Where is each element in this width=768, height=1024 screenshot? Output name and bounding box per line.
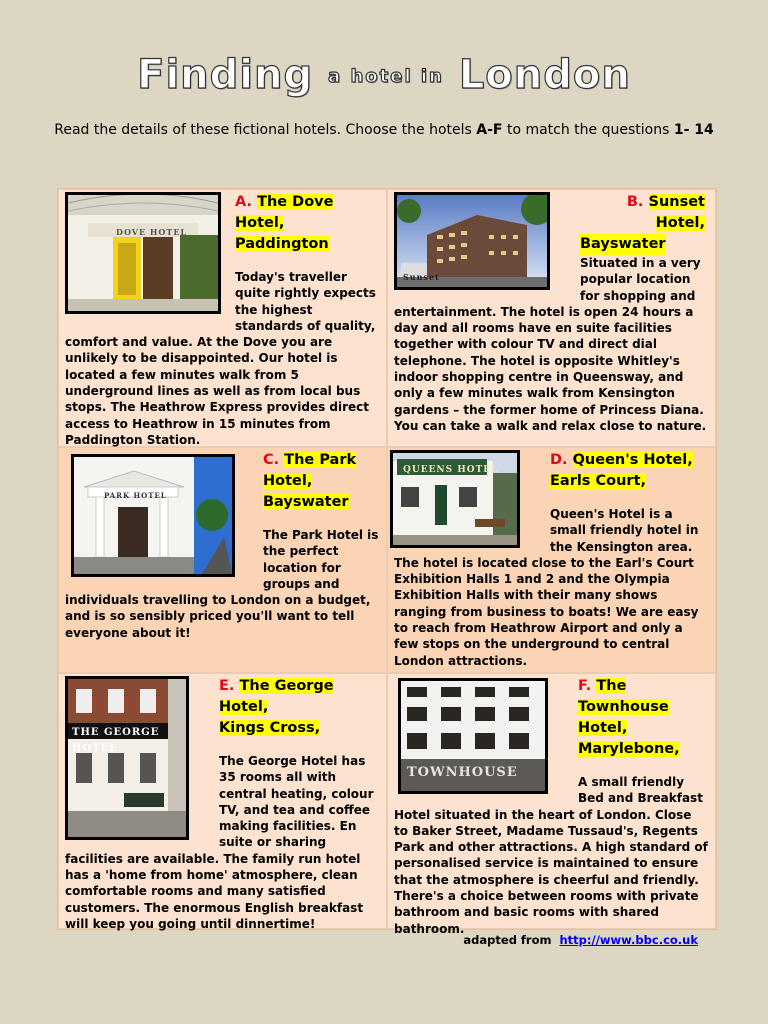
hotel-name: Kings Cross,: [219, 720, 321, 736]
hotel-description: The George Hotel has 35 rooms all with central heating, colour TV, and tea and coffee making facilities. En suite or sharing facilities are available. The family run hotel has a 'home from home' atmosphere, clean comfortable rooms and many satisfied customers. The enormous English breakfast will keep you going until dinnertime!: [65, 754, 374, 931]
hotel-row: [58, 447, 716, 673]
page-title: [0, 52, 768, 98]
hotel-row: [58, 189, 716, 447]
intro-text-mid: to match the questions: [502, 122, 674, 138]
hotel-card-a: [58, 189, 387, 447]
hotel-letter: A.: [235, 194, 252, 210]
source-link[interactable]: http://www.bbc.co.uk: [559, 933, 698, 947]
hotel-name: The Park: [284, 452, 357, 468]
hotel-photo-e: [65, 676, 189, 840]
hotel-card-b: [387, 189, 716, 447]
credit-label: adapted from: [463, 933, 552, 947]
hotel-description: Situated in a very popular location for shopping and entertainment. The hotel is open 24 hours a day and all rooms have en suite facilities together with colour TV and direct dial telephone. The hotel is opposite Whitley's indoor shopping centre in Queensway, and only a few minutes walk from Kensington gardens – the former home of Princess Diana. You can take a walk and relax close to nature.: [394, 256, 707, 433]
hotel-name: The: [596, 678, 627, 694]
photo-sign: THE GEORGE HOTEL: [72, 727, 160, 755]
hotel-photo-c: [71, 454, 235, 577]
photo-sign: TOWNHOUSE: [407, 765, 518, 780]
title-part-small: a hotel in: [328, 66, 444, 87]
hotel-card-e: [58, 673, 387, 929]
hotel-photo-d: [390, 450, 520, 548]
hotel-description: Queen's Hotel is a small friendly hotel in the Kensington area. The hotel is located close to the Earl's Court Exhibition Halls 1 and 2 and the Olympia Exhibition Halls with their many shows ranging from business to boats! We are easy to reach from Heathrow Airport and only a few stops on the underground to central London attractions.: [394, 507, 699, 668]
hotel-name: Paddington: [235, 236, 329, 252]
hotel-letter: D.: [550, 452, 568, 468]
hotel-description: The Park Hotel is the perfect location for groups and individuals travelling to London on a budget, and is so sensibly priced you'll want to tell everyone about it!: [65, 528, 379, 640]
hotel-grid: [57, 188, 717, 936]
hotel-description: Today's traveller quite rightly expects the highest standards of quality, comfort and value. At the Dove you are unlikely to be disappointed. Our hotel is located a few minutes walk from 5 underground lines as well as from local bus stops. The Heathrow Express provides direct access to Heathrow in 15 minutes from Paddington Station.: [65, 270, 376, 447]
hotel-letter: B.: [626, 194, 644, 210]
hotel-photo-f: [398, 678, 548, 794]
hotel-name: Bayswater: [263, 494, 349, 510]
hotel-name: Hotel,: [263, 473, 313, 489]
photo-sign: QUEENS HOTEL: [403, 465, 499, 475]
hotel-photo-a: [65, 192, 221, 314]
hotel-card-f: [387, 673, 716, 936]
hotel-name: Townhouse: [578, 699, 669, 715]
hotel-description: A small friendly Bed and Breakfast Hotel situated in the heart of London. Close to Baker Street, Madame Tussaud's, Regents Park and other attractions. A high standard of personalised service is maintained to ensure that the atmosphere is cheerful and friendly. There's a choice between rooms with private bathroom and basic rooms with shared bathroom.: [394, 775, 708, 936]
hotel-name: Sunset Hotel,: [648, 194, 705, 231]
hotel-name: Marylebone,: [578, 741, 680, 757]
hotel-name: The Dove: [257, 194, 334, 210]
hotel-letter: C.: [263, 452, 280, 468]
hotel-name: Hotel,: [578, 720, 628, 736]
intro-range: A-F: [476, 122, 503, 138]
hotel-photo-b: [394, 192, 550, 290]
instructions: [0, 122, 768, 138]
intro-questions: 1- 14: [673, 122, 714, 138]
hotel-letter: F.: [578, 678, 592, 694]
hotel-letter: E.: [219, 678, 235, 694]
hotel-card-c: [58, 447, 387, 673]
hotel-name: The George Hotel,: [219, 678, 334, 715]
photo-sign: DOVE HOTEL: [116, 227, 188, 237]
hotel-name: Bayswater: [580, 234, 666, 255]
title-part-2: London: [458, 52, 631, 98]
hotel-card-d: [387, 447, 716, 673]
photo-sign: PARK HOTEL: [104, 491, 167, 500]
photo-sign: Sunset: [403, 272, 440, 282]
hotel-name: Queen's Hotel,: [572, 452, 693, 468]
hotel-row: [58, 673, 716, 936]
source-credit: [463, 933, 698, 947]
hotel-name: Hotel,: [235, 215, 285, 231]
title-part-1: Finding: [137, 52, 314, 98]
intro-text: Read the details of these fictional hotels. Choose the hotels: [54, 122, 477, 138]
hotel-name: Earls Court,: [550, 473, 647, 489]
